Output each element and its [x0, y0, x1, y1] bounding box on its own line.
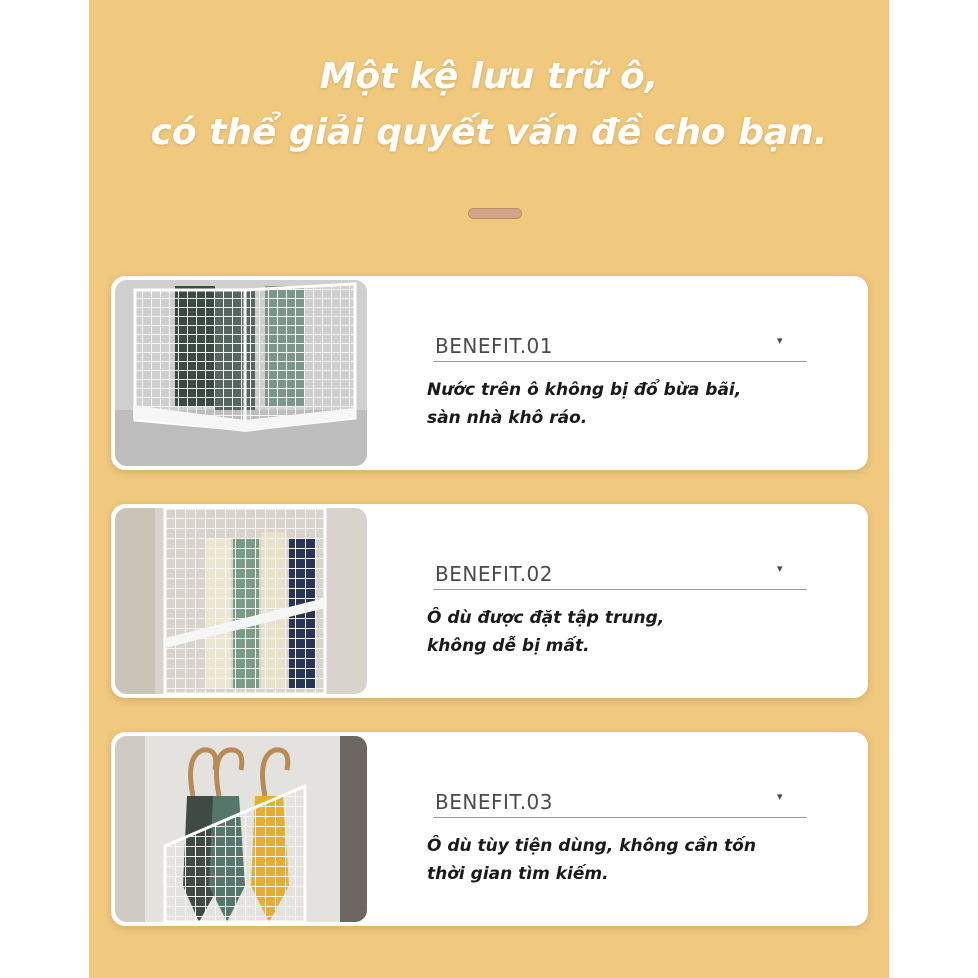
benefit-1-description: [427, 376, 847, 432]
benefit-1-photo: [115, 280, 367, 466]
benefit-2-line-1: Ô dù được đặt tập trung,: [427, 608, 665, 628]
benefit-2-description: [427, 604, 847, 660]
benefit-1-line-1: Nước trên ô không bị đổ bừa bãi,: [427, 380, 742, 400]
dropdown-arrow-icon: ▾: [777, 562, 783, 575]
benefit-1-line-2: sàn nhà khô ráo.: [427, 408, 588, 428]
benefit-1-label: BENEFIT.01: [435, 334, 554, 358]
benefit-3-description: [427, 832, 847, 888]
benefit-1-divider: [433, 361, 807, 362]
benefit-card-1: [111, 276, 868, 470]
benefit-3-photo: [115, 736, 367, 922]
benefit-card-3: [111, 732, 868, 926]
benefit-card-2: [111, 504, 868, 698]
headline-line-2: có thể giải quyết vấn đề cho bạn.: [150, 112, 828, 153]
benefit-3-label: BENEFIT.03: [435, 790, 554, 814]
dropdown-arrow-icon: ▾: [777, 334, 783, 347]
headline-line-1: Một kệ lưu trữ ô,: [319, 56, 659, 97]
benefit-3-line-2: thời gian tìm kiếm.: [427, 864, 609, 884]
benefit-2-label: BENEFIT.02: [435, 562, 554, 586]
benefit-2-divider: [433, 589, 807, 590]
benefit-2-photo: [115, 508, 367, 694]
benefit-2-line-2: không dễ bị mất.: [427, 636, 590, 656]
decorative-pill-divider: [468, 208, 522, 219]
benefit-3-line-1: Ô dù tùy tiện dùng, không cần tốn: [427, 836, 756, 856]
benefit-3-divider: [433, 817, 807, 818]
dropdown-arrow-icon: ▾: [777, 790, 783, 803]
